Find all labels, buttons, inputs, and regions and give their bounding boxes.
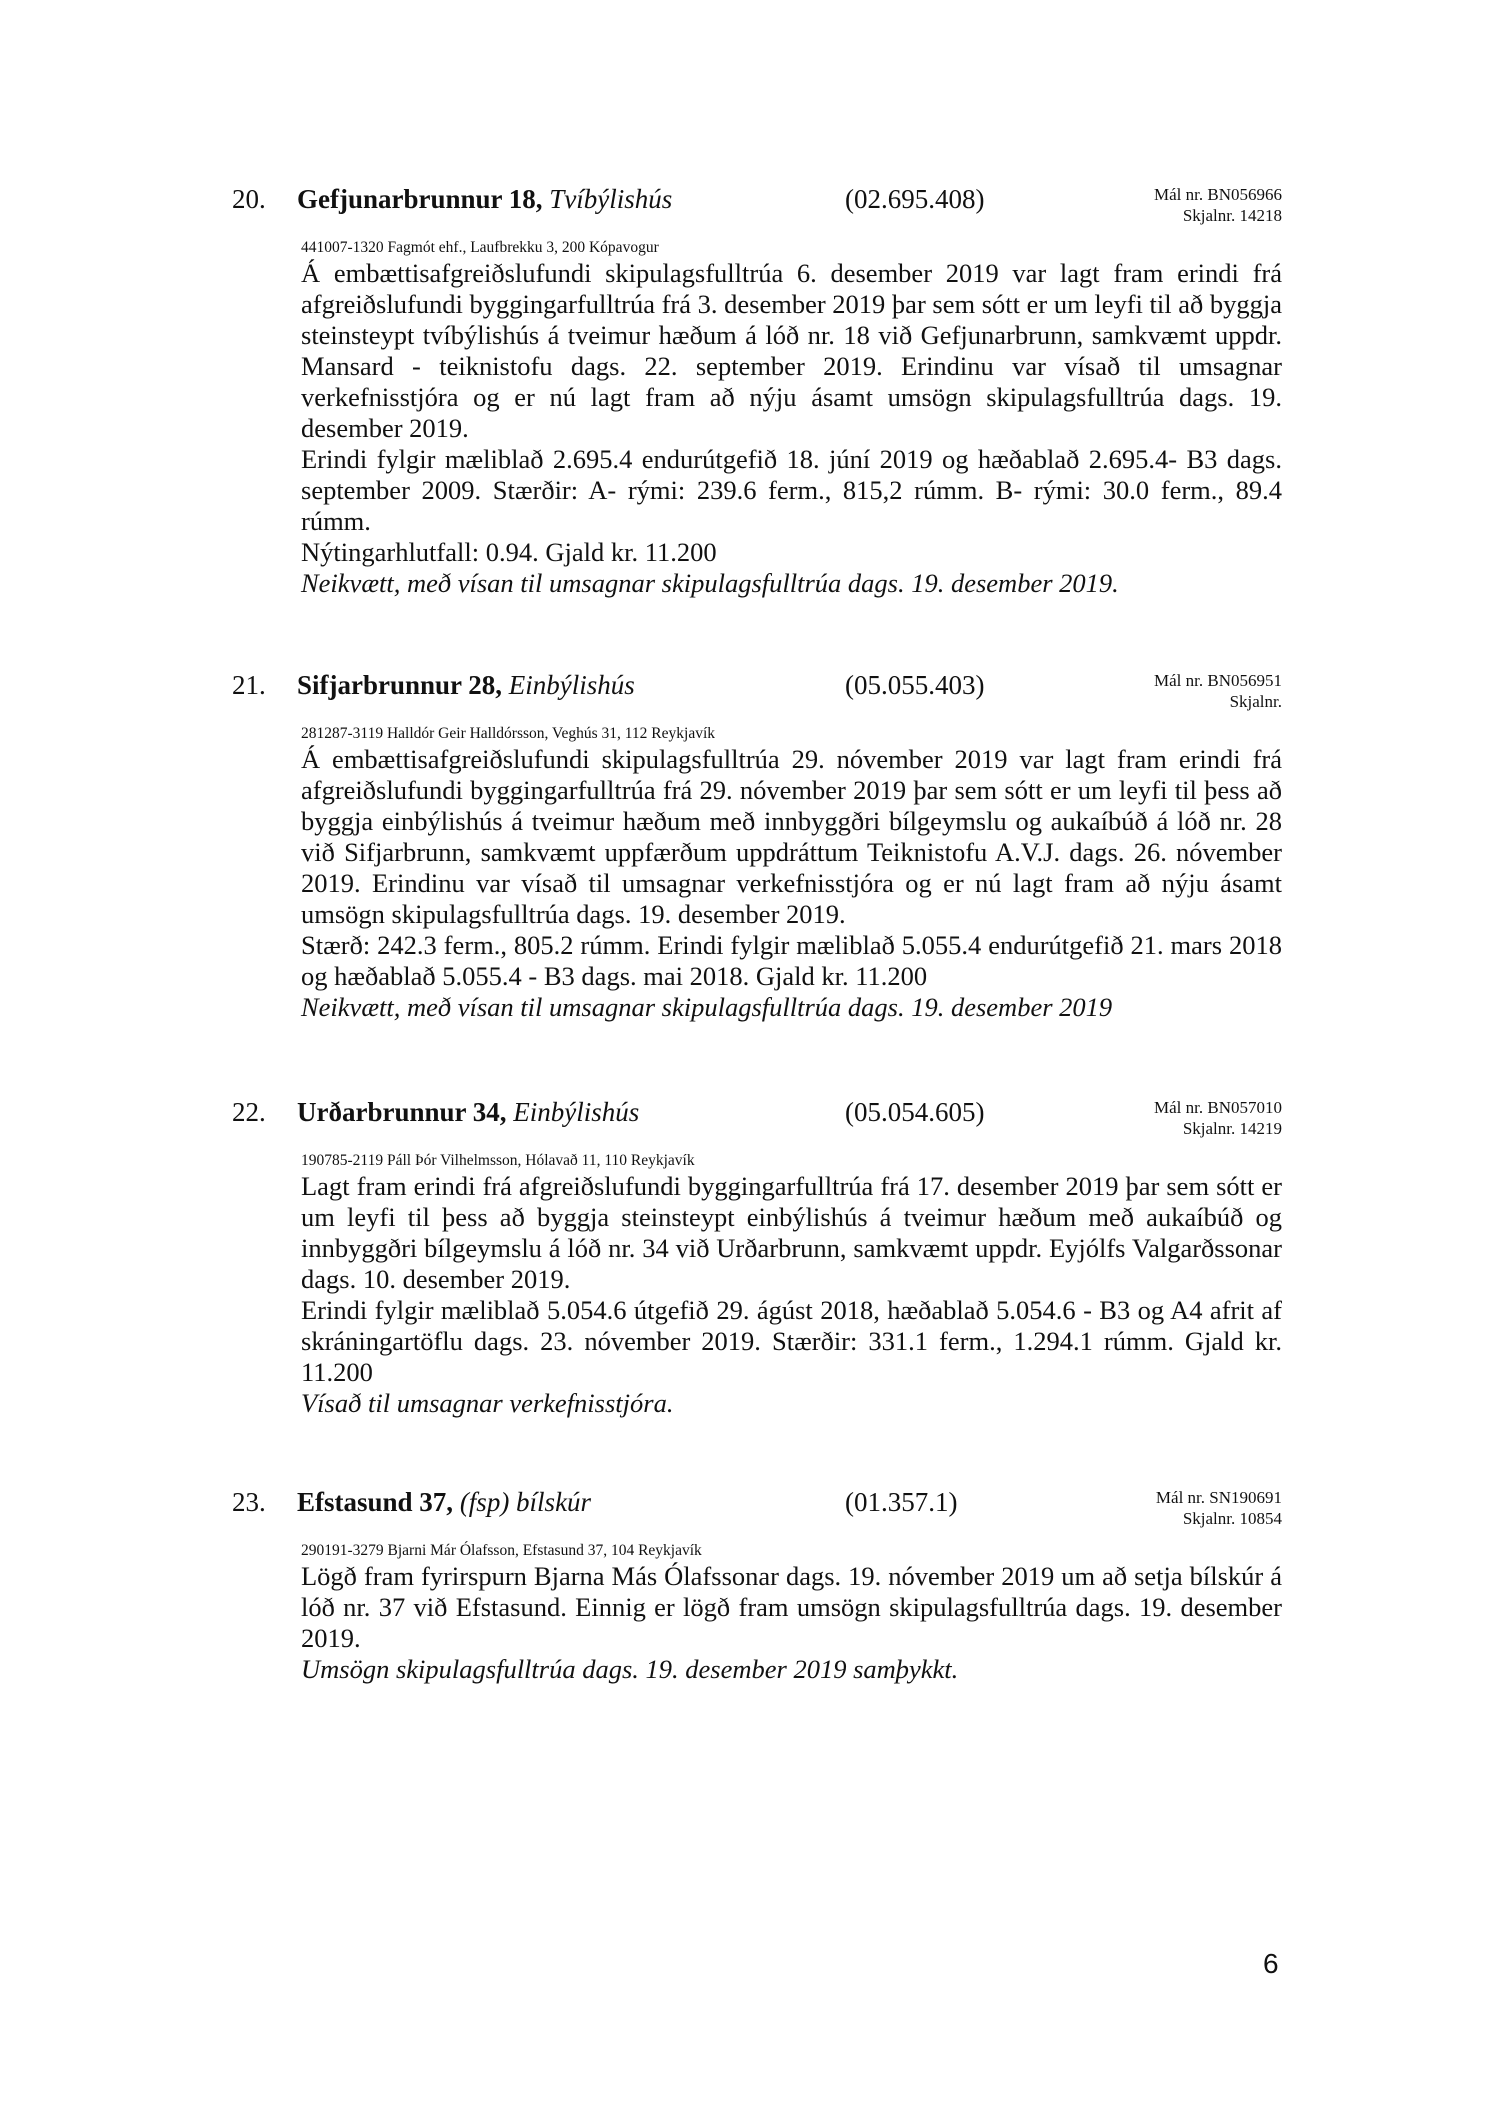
item-paragraph: Lagt fram erindi frá afgreiðslufundi byggingarfulltrúa frá 17. desember 2019 þar sem sótt er um leyfi til þess að byggja steinsteypt einbýlishús á tveimur hæðum með aukaíbúð og innbyggðri bílgeymslu á lóð nr. 34 við Urðarbrunn, samkvæmt uppdr. Eyjólfs Valgarðssonar dags. 10. desember 2019. bbox=[301, 1171, 1282, 1294]
item-conclusion: Neikvætt, með vísan til umsagnar skipulagsfulltrúa dags. 19. desember 2019. bbox=[301, 568, 1119, 598]
document-number: Skjalnr. 14218 bbox=[1182, 206, 1282, 225]
agenda-item-21 bbox=[0, 670, 1500, 1023]
case-number: Mál nr. BN056951 bbox=[1154, 671, 1282, 690]
case-reference bbox=[1154, 1097, 1282, 1139]
item-owner: 190785-2119 Páll Þór Vilhelmsson, Hólavað 11, 110 Reykjavík bbox=[301, 1152, 695, 1169]
case-number: Mál nr. SN190691 bbox=[1155, 1488, 1282, 1507]
agenda-item-22 bbox=[0, 1097, 1500, 1419]
item-street: Gefjunarbrunnur 18, bbox=[297, 184, 543, 214]
item-body bbox=[301, 258, 1282, 599]
item-land-number: (02.695.408) bbox=[845, 184, 985, 214]
item-title bbox=[297, 1487, 591, 1518]
item-number: 22. bbox=[232, 1097, 266, 1127]
page-number: 6 bbox=[1263, 1948, 1279, 1979]
item-header bbox=[0, 1097, 1500, 1151]
item-paragraph: Erindi fylgir mæliblað 2.695.4 endurútgefið 18. júní 2019 og hæðablað 2.695.4- B3 dags. september 2009. Stærðir: A- rými: 239.6 ferm., 815,2 rúmm. B- rými: 30.0 ferm., 89.4 rúmm. bbox=[301, 444, 1282, 536]
case-number: Mál nr. BN057010 bbox=[1154, 1098, 1282, 1117]
item-paragraph: Á embættisafgreiðslufundi skipulagsfulltrúa 29. nóvember 2019 var lagt fram erindi frá afgreiðslufundi byggingarfulltrúa frá 29. nóvember 2019 þar sem sótt er um leyfi til þess að byggja einbýlishús á tveimur hæðum með innbyggðri bílgeymslu og aukaíbúð á lóð nr. 28 við Sifjarbrunn, samkvæmt uppfærðum uppdráttum Teiknistofu A.V.J. dags. 26. nóvember 2019. Erindinu var vísað til umsagnar verkefnisstjóra og er nú lagt fram að nýju ásamt umsögn skipulagsfulltrúa dags. 19. desember 2019. bbox=[301, 744, 1282, 929]
item-land-number: (01.357.1) bbox=[845, 1487, 958, 1517]
case-reference bbox=[1154, 184, 1282, 226]
document-number: Skjalnr. 14219 bbox=[1182, 1119, 1282, 1138]
item-paragraph: Stærð: 242.3 ferm., 805.2 rúmm. Erindi fylgir mæliblað 5.055.4 endurútgefið 21. mars 2018 og hæðablað 5.055.4 - B3 dags. mai 2018. Gjald kr. 11.200 bbox=[301, 930, 1282, 991]
item-body bbox=[301, 1561, 1282, 1685]
item-owner: 281287-3119 Halldór Geir Halldórsson, Veghús 31, 112 Reykjavík bbox=[301, 725, 716, 742]
item-type: Einbýlishús bbox=[513, 1097, 640, 1127]
item-conclusion: Umsögn skipulagsfulltrúa dags. 19. desember 2019 samþykkt. bbox=[301, 1654, 959, 1684]
item-number: 20. bbox=[232, 184, 266, 214]
item-paragraph: Lögð fram fyrirspurn Bjarna Más Ólafssonar dags. 19. nóvember 2019 um að setja bílskúr á lóð nr. 37 við Efstasund. Einnig er lögð fram umsögn skipulagsfulltrúa dags. 19. desember 2019. bbox=[301, 1561, 1282, 1653]
item-title bbox=[297, 1097, 639, 1128]
item-street: Urðarbrunnur 34, bbox=[297, 1097, 507, 1127]
item-paragraph: Nýtingarhlutfall: 0.94. Gjald kr. 11.200 bbox=[301, 537, 717, 567]
item-title bbox=[297, 670, 635, 701]
item-land-number: (05.055.403) bbox=[845, 670, 985, 700]
item-header bbox=[0, 670, 1500, 724]
case-number: Mál nr. BN056966 bbox=[1154, 185, 1282, 204]
document-number: Skjalnr. 10854 bbox=[1182, 1509, 1282, 1528]
item-header bbox=[0, 1487, 1500, 1541]
agenda-item-23 bbox=[0, 1487, 1500, 1685]
item-street: Sifjarbrunnur 28, bbox=[297, 670, 503, 700]
item-header bbox=[0, 184, 1500, 238]
item-number: 23. bbox=[232, 1487, 266, 1517]
item-body bbox=[301, 1171, 1282, 1419]
item-owner: 441007-1320 Fagmót ehf., Laufbrekku 3, 200 Kópavogur bbox=[301, 239, 659, 256]
item-body bbox=[301, 744, 1282, 1023]
item-conclusion: Vísað til umsagnar verkefnisstjóra. bbox=[301, 1388, 674, 1418]
item-owner: 290191-3279 Bjarni Már Ólafsson, Efstasund 37, 104 Reykjavík bbox=[301, 1542, 702, 1559]
document-number: Skjalnr. bbox=[1229, 692, 1282, 711]
item-number: 21. bbox=[232, 670, 266, 700]
item-paragraph: Á embættisafgreiðslufundi skipulagsfulltrúa 6. desember 2019 var lagt fram erindi frá afgreiðslufundi byggingarfulltrúa frá 3. desember 2019 þar sem sótt er um leyfi til að byggja steinsteypt tvíbýlishús á tveimur hæðum á lóð nr. 18 við Gefjunarbrunn, samkvæmt uppdr. Mansard - teiknistofu dags. 22. september 2019. Erindinu var vísað til umsagnar verkefnisstjóra og er nú lagt fram að nýju ásamt umsögn skipulagsfulltrúa dags. 19. desember 2019. bbox=[301, 258, 1282, 443]
item-street: Efstasund 37, bbox=[297, 1487, 454, 1517]
item-type: (fsp) bílskúr bbox=[459, 1487, 592, 1517]
item-type: Tvíbýlishús bbox=[549, 184, 673, 214]
case-reference bbox=[1154, 670, 1282, 712]
item-conclusion: Neikvætt, með vísan til umsagnar skipulagsfulltrúa dags. 19. desember 2019 bbox=[301, 992, 1113, 1022]
item-land-number: (05.054.605) bbox=[845, 1097, 985, 1127]
item-type: Einbýlishús bbox=[508, 670, 635, 700]
agenda-item-20 bbox=[0, 184, 1500, 599]
case-reference bbox=[1156, 1487, 1282, 1529]
item-title bbox=[297, 184, 672, 215]
item-paragraph: Erindi fylgir mæliblað 5.054.6 útgefið 29. ágúst 2018, hæðablað 5.054.6 - B3 og A4 afrit af skráningartöflu dags. 23. nóvember 2019. Stærðir: 331.1 ferm., 1.294.1 rúmm. Gjald kr. 11.200 bbox=[301, 1295, 1282, 1387]
